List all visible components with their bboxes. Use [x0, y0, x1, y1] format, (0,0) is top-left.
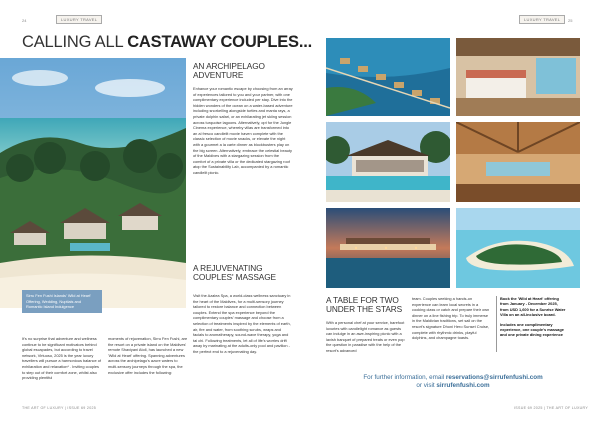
photo-island-aerial [456, 208, 580, 288]
left-section-tag: LUXURY TRAVEL [56, 15, 102, 24]
photo-pool-villa [326, 122, 450, 202]
offer-line: Includes one complimentary [500, 321, 553, 327]
contact-info: For further information, email reservations@sirrufenfushi.com or visit sirrufenfushi.com [363, 374, 543, 390]
website-link[interactable]: sirrufenfushi.com [436, 382, 490, 390]
subheading-table-for-two: A TABLE FOR TWO UNDER THE STARS [326, 295, 403, 314]
subheading-archipelago-adventure: AN ARCHIPELAGO ADVENTURE [193, 61, 265, 80]
body-column-4: With a personal chef at your service, barefoot luxuries with candlelight romance as guests can indulge in an awe-inspiring picnic with a lavish banquet of prepared treats or even pop the question in paradise with the help of the resort's advanced [326, 320, 405, 353]
body-column-3a: Enhance your romantic escape by choosing from an array of experiences tailored to you and your partner, with one complimentary experience included per stay. Dive into the hidden wonders of the ocean on a water-based adventure including snorkelling alongside turtles and manta rays, a private dolphin safari, or an exhilarating jet skiing session across turquoise lagoons. Alternatively, opt for the Jungle Cinema experience, whereby villas are transformed into an al fresco candlelit movie haven complete with the classic selection of movie snacks, or elevate the night with a gourmet a la carte dinner as blockbusters play on the big screen. Alternatively, embrace the celestial beauty of the Maldives with a stargazing session from the comfort of a private villa or the dedicated stargazing roof atop the Sustainability Lab, accompanied by a romantic candlelit picnic. [193, 86, 293, 175]
body-column-3b: Visit the Azalea Spa, a world-class wellness sanctuary in the heart of the Maldives, for a multi-sensory journey tailored to restore balance and connection between couples. Extend the spa experience beyond the complimentary couples' massage and choose from a selection of treatments inspired by the elements of earth, air, fire and water, from soothing scrubs, wraps and facials to aromatherapy, sound-wave therapy, yoga and tai chi. Following treatments, let all of life's worries drift away by marinating at the adults-only pool and pavilion - the perfect end to a rejuvenating day. [193, 293, 291, 354]
left-footer: THE ART OF LUXURY | ISSUE 69 2025 [22, 406, 97, 410]
offer-highlight [500, 296, 590, 338]
right-section-tag: LUXURY TRAVEL [519, 15, 565, 24]
offer-line: from USD 1,600 for a Sunrise Water [500, 306, 566, 312]
photo-overwater-villas-aerial [326, 38, 450, 116]
body-column-1: It's no surprise that adventure and wellness continue to be significant motivators behind global escapades, but according to travel network, Virtuoso, 2025 is the year luxury travellers will pursue a harmonious balance of exhilaration and relaxation* . Inviting couples to step out of their comfort zone, whilst also providing plentiful [22, 336, 101, 381]
subheading-rejuvenating-massage: A REJUVENATING COUPLES' MASSAGE [193, 263, 276, 282]
offer-line: Villa on an all-inclusive board. [500, 312, 556, 318]
divider-line [496, 296, 497, 352]
email-link[interactable]: reservations@sirrufenfushi.com [445, 374, 543, 381]
offer-line: from January - December 2025, [500, 301, 558, 307]
hero-caption: Sirru Fen Fushi Islands' Wild at Heart' Offering, Wedding, Nuptials and Romantic Island Indulgence [22, 290, 102, 313]
body-column-5: team. Couples seeking a hands-on experience can learn local secrets in a cooking class or catch and prepare their own dinner on a line fishing trip. To truly immerse in the Maldivian traditions, set sail on the resort's signature Dhoni Hero Sunset Cruise, complete with rhythmic drinks, playful dolphins, and champagne toasts. [412, 296, 490, 341]
photo-dining-pavilion [456, 122, 580, 202]
right-page-number: 25 [568, 18, 573, 23]
body-column-2: moments of rejuvenation, Sirru Fen Fushi, are the resort on a private island on the Maldives' remote Shaviyani Atoll, has launched a new 'Wild at Heart' offering. Spanning adventures across the archipelago's azure waters to multi-sensory journeys through the spa, the exclusive offer includes the following: [108, 336, 188, 375]
offer-line: and one private dining experience [500, 332, 563, 338]
right-footer: ISSUE 69 2025 | THE ART OF LUXURY [514, 406, 589, 410]
hero-photo-beach-villas [0, 58, 186, 308]
page-title: CALLING ALL CASTAWAY COUPLES... [22, 33, 312, 51]
offer-line: Book the 'Wild at Heart' offering [500, 296, 559, 301]
left-page-number: 24 [22, 18, 27, 23]
photo-sunset-dining [326, 208, 450, 288]
photo-bedroom-interior [456, 38, 580, 116]
offer-line: experience, one couple's massage [500, 327, 564, 333]
